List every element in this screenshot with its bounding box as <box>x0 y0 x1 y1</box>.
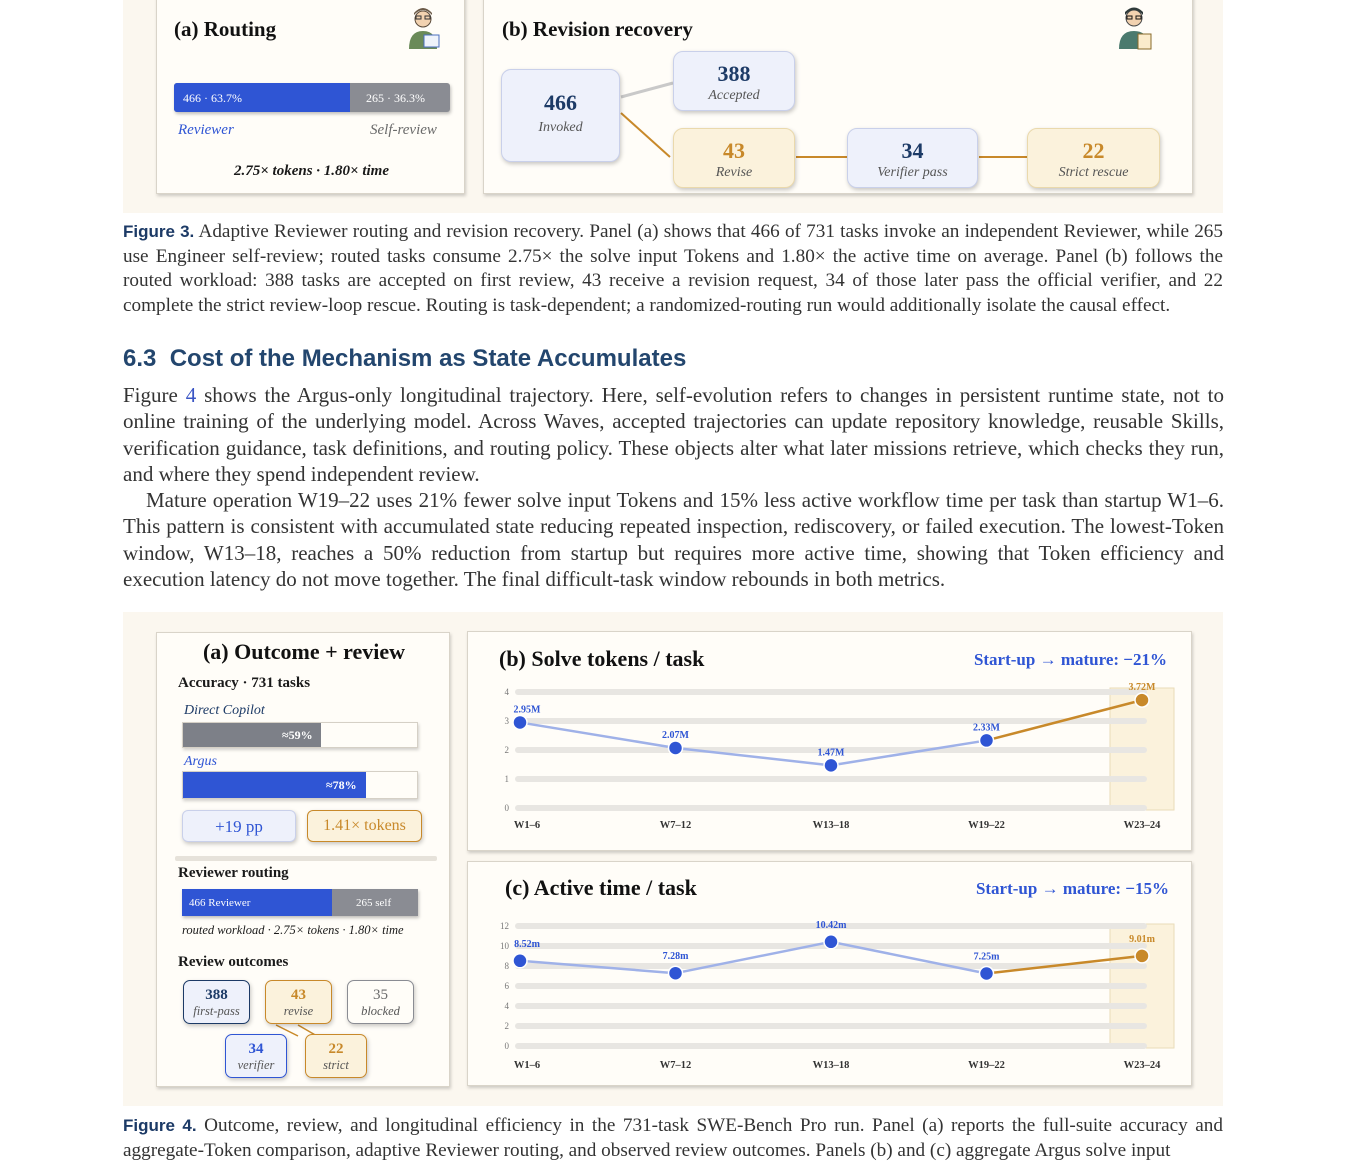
routing-self-label: Self-review <box>370 122 437 138</box>
node-verifier-pass <box>847 128 978 188</box>
section-heading: 6.3 Cost of the Mechanism as State Accumulates <box>123 345 687 372</box>
x-tick-label: W7–12 <box>659 820 692 831</box>
blocked-label: blocked <box>361 1004 400 1018</box>
y-tick-label: 0 <box>504 803 509 813</box>
accuracy-heading: Accuracy · 731 tasks <box>178 675 311 691</box>
routing-bar <box>174 83 450 112</box>
solve-tokens-line-chart <box>468 632 1193 852</box>
first-pass-count: 388 <box>205 987 228 1003</box>
blocked-count: 35 <box>373 987 388 1003</box>
y-tick-label: 10 <box>500 941 509 951</box>
x-tick-label: W1–6 <box>513 820 541 831</box>
x-tick-label: W1–6 <box>513 1060 541 1071</box>
x-tick-label: W23–24 <box>1123 820 1161 831</box>
data-label: 7.28m <box>662 951 689 963</box>
outcome-strict <box>305 1034 367 1078</box>
figure-4-link[interactable]: 4 <box>185 383 197 407</box>
routing-cost-note: 2.75× tokens · 1.80× time <box>233 163 389 179</box>
routing-bar-reviewer-label: 466 · 63.7% <box>183 91 242 105</box>
data-point <box>669 741 683 755</box>
figure-3-caption-text: Adaptive Reviewer routing and revision recovery. Panel (a) shows that 466 of 731 tasks invoke an independent Reviewer, while 265 use Engineer self-review; routed tasks consume 2.75× the solve input Tokens and 1.80× the active time on average. Panel (b) follows the routed workload: 388 tasks are accepted on first review, 43 receive a revision request, 34 of those later pass the official verifier, and 22 complete the strict review-loop rescue. Routing is task-dependent; a randomized-routing run would additionally isolate the causal effect. <box>123 221 1223 316</box>
series-segment <box>520 722 676 748</box>
x-tick-label: W7–12 <box>659 1060 692 1071</box>
routing-reviewer-label: Reviewer <box>178 122 234 138</box>
outcome-blocked <box>347 980 414 1024</box>
node-invoked-label: Invoked <box>538 120 583 135</box>
routed-workload-note: routed workload · 2.75× tokens · 1.80× time <box>182 923 404 937</box>
fig3-panel-routing <box>156 0 465 194</box>
panel-title: (b) Revision recovery <box>502 17 693 41</box>
y-tick-label: 4 <box>504 687 509 697</box>
outcome-revise <box>265 980 332 1024</box>
paragraph-2-text: Mature operation W19–22 uses 21% fewer solve input Tokens and 15% less active workflow time per task than startup W1–6. This pattern is consistent with accumulated state reducing repeated inspection, rediscovery, or failed execution. The lowest-Token window, W13–18, reaches a 50% reduction from startup but requires more active time, showing that Token efficiency and execution latency do not move together. The final difficult-task window rebounds in both metrics. <box>123 488 1224 591</box>
data-point <box>1135 693 1149 707</box>
fig3-panel-revision-recovery <box>483 0 1193 194</box>
panel-title: (a) Routing <box>174 17 277 41</box>
fig4-panel-active-time <box>467 861 1192 1086</box>
y-tick-label: 1 <box>504 774 509 784</box>
chart-subtitle: Start-up → mature: −15% <box>975 879 1169 898</box>
y-tick-label: 0 <box>504 1041 509 1051</box>
self-routing-label: 265 self <box>356 897 392 909</box>
paragraph-2 <box>123 487 1224 592</box>
strict-label: strict <box>323 1058 349 1072</box>
node-strict-count: 22 <box>1082 138 1105 163</box>
first-pass-label: first-pass <box>193 1004 240 1018</box>
active-time-line-chart <box>468 862 1193 1087</box>
routing-heading: Reviewer routing <box>178 865 289 881</box>
revise-count: 43 <box>291 987 306 1003</box>
node-verifier-label: Verifier pass <box>877 165 948 180</box>
data-label: 3.72M <box>1128 682 1156 694</box>
argus-accuracy-value: ≈78% <box>326 778 357 792</box>
engineer-avatar-icon <box>404 5 444 51</box>
data-point <box>980 967 994 981</box>
fig4-panel-solve-tokens <box>467 631 1192 851</box>
y-tick-label: 2 <box>504 745 509 755</box>
data-point <box>824 758 838 772</box>
paragraph-1 <box>123 382 1224 487</box>
data-label: 7.25m <box>973 951 1000 963</box>
verifier-count: 34 <box>248 1041 264 1057</box>
data-point <box>824 935 838 949</box>
node-accepted <box>673 51 795 111</box>
panel-title: (a) Outcome + review <box>202 639 406 664</box>
outcome-first-pass <box>183 980 250 1024</box>
chart-title: (c) Active time / task <box>505 875 697 900</box>
x-tick-label: W13–18 <box>812 820 850 831</box>
data-label: 9.01m <box>1129 933 1155 945</box>
revise-label: revise <box>283 1004 314 1018</box>
y-tick-label: 12 <box>500 921 509 931</box>
data-label: 2.95M <box>513 704 541 716</box>
data-point <box>513 954 527 968</box>
figure-4-caption <box>123 1114 1223 1163</box>
figure-3-caption-label: Figure 3. <box>123 222 195 241</box>
reviewer-routing-label: 466 Reviewer <box>189 897 251 909</box>
node-accepted-count: 388 <box>717 61 751 86</box>
paragraph-1-start: Figure <box>123 383 186 407</box>
x-tick-label: W13–18 <box>812 1060 850 1071</box>
x-tick-label: W23–24 <box>1123 1060 1161 1071</box>
data-label: 10.42m <box>815 919 847 931</box>
outcomes-heading: Review outcomes <box>178 954 289 970</box>
fig4-panel-outcome-review <box>156 632 450 1087</box>
token-ratio-value: 1.41× tokens <box>323 817 406 834</box>
node-invoked-count: 466 <box>544 90 577 115</box>
paragraph-1-rest: shows the Argus-only longitudinal trajectory. Here, self-evolution refers to changes in persistent runtime state, not to online training of the underlying model. Across Waves, accepted trajectories can update repository knowledge, reusable Skills, verification guidance, task definitions, and routing policy. These objects alter what later missions retrieve, which checks they run, and where they spend independent review. <box>123 383 1225 486</box>
accuracy-gain-value: +19 pp <box>215 817 263 836</box>
node-invoked <box>501 69 620 162</box>
x-tick-label: W19–22 <box>968 820 1005 831</box>
outcome-verifier <box>225 1034 287 1078</box>
chart-subtitle: Start-up → mature: −21% <box>973 650 1167 669</box>
y-tick-label: 4 <box>504 1001 509 1011</box>
copilot-label: Direct Copilot <box>184 703 265 718</box>
node-revise-label: Revise <box>715 165 753 180</box>
node-strict-rescue <box>1027 128 1160 188</box>
data-point <box>1135 949 1149 963</box>
strict-count: 22 <box>328 1041 344 1057</box>
y-tick-label: 6 <box>504 981 509 991</box>
y-tick-label: 3 <box>504 716 509 726</box>
routing-bar-self-label: 265 · 36.3% <box>366 91 425 105</box>
x-tick-label: W19–22 <box>968 1060 1005 1071</box>
node-accepted-label: Accepted <box>708 88 760 103</box>
figure-4-caption-label: Figure 4. <box>123 1116 197 1135</box>
data-label: 2.07M <box>662 729 689 741</box>
y-tick-label: 8 <box>504 961 509 971</box>
verifier-label: verifier <box>237 1058 275 1072</box>
data-point <box>513 715 527 729</box>
y-tick-label: 2 <box>504 1021 509 1031</box>
node-revise <box>673 128 795 188</box>
data-point <box>669 966 683 980</box>
copilot-accuracy-value: ≈59% <box>282 728 313 742</box>
figure-4-caption-text: Outcome, review, and longitudinal efficiency in the 731-task SWE-Bench Pro run. Panel (a) reports the full-suite accuracy and aggregate-Token comparison, adaptive Reviewer routing, and observed review outcomes. Panels (b) and (c) aggregate Argus solve input <box>123 1115 1223 1161</box>
node-revise-count: 43 <box>723 138 745 163</box>
node-strict-label: Strict rescue <box>1058 165 1129 180</box>
figure-3-caption <box>123 220 1223 318</box>
data-label: 8.52m <box>514 938 540 950</box>
data-label: 2.33M <box>973 722 1000 734</box>
chart-title: (b) Solve tokens / task <box>499 646 705 671</box>
node-verifier-count: 34 <box>901 138 924 163</box>
argus-label: Argus <box>184 754 217 769</box>
data-label: 1.47M <box>817 747 845 759</box>
data-point <box>980 733 994 747</box>
